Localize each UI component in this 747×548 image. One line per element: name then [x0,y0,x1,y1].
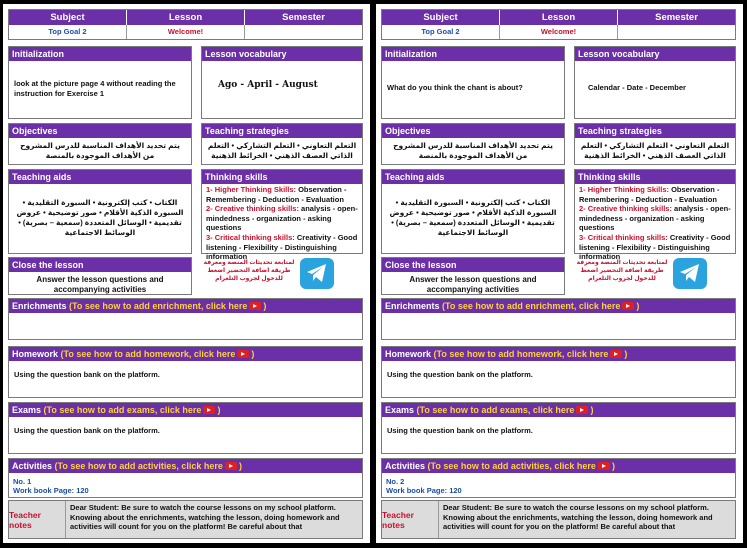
activity-number: No. 2 [386,477,405,486]
homework-text: Using the question bank on the platform. [14,370,160,379]
activities-hint-close: ) [611,461,615,471]
initialization-text: look at the picture page 4 without reading the instruction for Exercise 1 [14,79,176,98]
enrichments-hint-text: (To see how to add enrichment, click here [442,301,621,311]
skill-1-text: Observation - Remembering - Deduction - Evaluation [206,185,347,204]
vocabulary-text: Ago - April - August [218,80,318,90]
youtube-play-icon[interactable] [237,350,249,358]
objectives-box [8,123,192,165]
homework-link[interactable] [61,349,255,359]
skill-3-title: 3- Critical thinking skills: [579,232,668,242]
homework-box [381,346,736,398]
lesson-value: Welcome! [500,25,618,39]
strategies-text: التعلم التعاوني • التعلم التشاركي • التعلم الذاتي العصف الذهني • الخرائط الذهنية [207,141,357,160]
subject-label: Subject [9,10,127,25]
semester-label: Semester [282,12,325,23]
skill-1-title: 1- Higher Thinking Skills: [579,185,670,194]
enrichments-box [381,298,736,340]
enrichments-hint-close: ) [263,301,267,311]
exams-box [8,402,363,454]
telegram-promo[interactable] [576,257,708,295]
plan-header [381,9,736,40]
activity-number: No. 1 [13,477,32,486]
enrichments-bar [382,299,735,313]
enrichments-hint-text: (To see how to add enrichment, click here [69,301,248,311]
activities-title: Activities [12,461,53,471]
thinking-text [202,184,362,263]
thinking-box [201,169,363,262]
exams-title: Exams [385,405,415,415]
homework-hint-text: (To see how to add homework, click here [60,349,236,359]
activities-bar [382,459,735,473]
youtube-play-icon[interactable] [598,462,610,470]
strategies-title: Teaching strategies [202,124,362,138]
homework-hint-close: ) [624,349,628,359]
exams-hint-close: ) [217,405,221,415]
objectives-title: Objectives [382,124,564,138]
workbook-page: Work book Page: 120 [13,486,89,495]
telegram-promo-text: لمتابعة تحديثات المنصة ومعرفة طريقة اضافة التحضير اضغط للدخول لجروب التلغرام [203,260,295,282]
youtube-play-icon[interactable] [610,350,622,358]
initialization-title: Initialization [382,47,564,61]
youtube-play-icon[interactable] [203,406,215,414]
activities-link[interactable] [428,461,615,471]
youtube-play-icon[interactable] [622,302,634,310]
subject-value: Top Goal 2 [382,25,500,39]
objectives-box [381,123,565,165]
initialization-title: Initialization [9,47,191,61]
activities-hint-close: ) [238,461,242,471]
vocabulary-text: Calendar - Date - December [588,83,686,92]
close-lesson-title: Close the lesson [9,258,191,272]
teacher-notes-text: Dear Student: Be sure to watch the course lessons on my school platform. Knowing about the enrichments, watching the lesson, doing homework and activities will count for you on the platform! Be careful about that [66,501,362,538]
homework-link[interactable] [434,349,628,359]
exams-text: Using the question bank on the platform. [387,426,533,435]
skill-1-text: Observation - Remembering - Deduction - Evaluation [579,185,720,204]
thinking-text [575,184,735,263]
vocabulary-title: Lesson vocabulary [575,47,735,61]
teacher-notes-text: Dear Student: Be sure to watch the course lessons on my school platform. Knowing about the enrichments, watching the lesson, doing homework and activities will count for you on the platform! Be careful about that [439,501,735,538]
teacher-notes [8,500,363,539]
thinking-box [574,169,736,262]
activities-bar [9,459,362,473]
thinking-title: Thinking skills [575,170,735,184]
strategies-box [574,123,736,165]
objectives-title: Objectives [9,124,191,138]
exams-title: Exams [12,405,42,415]
enrichments-link[interactable] [69,301,266,311]
objectives-text: يتم تحديد الأهداف المناسبة للدرس المشروح من الأهداف الموجودة بالمنصة [20,141,180,160]
homework-hint-close: ) [251,349,255,359]
vocabulary-box [201,46,363,119]
initialization-box [8,46,192,119]
lesson-plan-sheet-2 [376,4,743,543]
semester-label: Semester [655,12,698,23]
homework-hint-text: (To see how to add homework, click here [433,349,609,359]
homework-box [8,346,363,398]
initialization-text: What do you think the chant is about? [387,83,523,92]
enrichments-link[interactable] [442,301,639,311]
homework-bar [382,347,735,361]
activities-box [381,458,736,498]
activities-title: Activities [385,461,426,471]
exams-link[interactable] [417,405,594,415]
objectives-text: يتم تحديد الأهداف المناسبة للدرس المشروح من الأهداف الموجودة بالمنصة [393,141,553,160]
vocabulary-title: Lesson vocabulary [202,47,362,61]
homework-text: Using the question bank on the platform. [387,370,533,379]
strategies-title: Teaching strategies [575,124,735,138]
close-lesson-box [8,257,192,295]
telegram-promo[interactable] [203,257,335,295]
skill-3-title: 3- Critical thinking skills: [206,232,295,242]
exams-bar [382,403,735,417]
activities-box [8,458,363,498]
skill-2-text: analysis - open-mindedness - organization - asking questions [206,204,358,233]
enrichments-bar [9,299,362,313]
homework-bar [9,347,362,361]
youtube-play-icon[interactable] [225,462,237,470]
exams-bar [9,403,362,417]
skill-2-title: 2- Creative thinking skills: [579,204,672,214]
skill-2-title: 2- Creative thinking skills: [206,204,299,214]
vocabulary-box [574,46,736,119]
aids-title: Teaching aids [382,170,564,184]
youtube-play-icon[interactable] [249,302,261,310]
skill-2-text: analysis - open-mindedness - organization - asking questions [579,204,731,233]
exams-hint-text: (To see how to add exams, click here [416,405,575,415]
lesson-plan-sheet-1 [3,4,370,543]
aids-title: Teaching aids [9,170,191,184]
homework-title: Homework [385,349,432,359]
aids-box [381,169,565,254]
exams-text: Using the question bank on the platform. [14,426,160,435]
aids-text: الكتاب • كتب إلكترونية • السبورة التقليدية • السبورة الذكية الأقلام • صور توضيحية • عروض تقديمية • الوسائل المتعددة (سمعية – بصرية) • الوسائط الاجتماعية [16,198,184,237]
initialization-box [381,46,565,119]
enrichments-hint-close: ) [636,301,640,311]
teacher-notes-label: Teacher notes [9,501,66,538]
close-lesson-text: Answer the lesson questions and accompanying activities [36,275,164,294]
lesson-value: Welcome! [127,25,245,39]
teacher-notes [381,500,736,539]
teacher-notes-label: Teacher notes [382,501,439,538]
workbook-page: Work book Page: 120 [386,486,462,495]
skill-1-title: 1- Higher Thinking Skills: [206,185,297,194]
close-lesson-title: Close the lesson [382,258,564,272]
telegram-icon[interactable] [673,258,707,289]
subject-value: Top Goal 2 [9,25,127,39]
thinking-title: Thinking skills [202,170,362,184]
exams-hint-text: (To see how to add exams, click here [43,405,202,415]
enrichments-title: Enrichments [12,301,67,311]
close-lesson-box [381,257,565,295]
enrichments-title: Enrichments [385,301,440,311]
strategies-text: التعلم التعاوني • التعلم التشاركي • التعلم الذاتي العصف الذهني • الخرائط الذهنية [580,141,730,160]
activities-link[interactable] [55,461,242,471]
semester-value [245,25,362,39]
aids-box [8,169,192,254]
skill-3-text: Creativity - Good listening - Flexibility - Distinguishing information [579,232,731,262]
youtube-play-icon[interactable] [576,406,588,414]
homework-title: Homework [12,349,59,359]
telegram-promo-text: لمتابعة تحديثات المنصة ومعرفة طريقة اضافة التحضير اضغط للدخول لجروب التلغرام [576,260,668,282]
subject-label: Subject [382,10,500,25]
exams-hint-close: ) [590,405,594,415]
activities-hint-text: (To see how to add activities, click here [427,461,596,471]
strategies-box [201,123,363,165]
telegram-icon[interactable] [300,258,334,289]
semester-value [618,25,735,39]
skill-3-text: Creativity - Good listening - Flexibility - Distinguishing information [206,232,358,262]
exams-link[interactable] [44,405,221,415]
close-lesson-text: Answer the lesson questions and accompanying activities [409,275,537,294]
lesson-label: Lesson [500,10,618,25]
aids-text: الكتاب • كتب إلكترونية • السبورة التقليدية • السبورة الذكية الأقلام • صور توضيحية • عروض تقديمية • الوسائل المتعددة (سمعية – بصرية) • الوسائط الاجتماعية [389,198,557,237]
enrichments-box [8,298,363,340]
exams-box [381,402,736,454]
lesson-label: Lesson [127,10,245,25]
plan-header [8,9,363,40]
activities-hint-text: (To see how to add activities, click here [54,461,223,471]
